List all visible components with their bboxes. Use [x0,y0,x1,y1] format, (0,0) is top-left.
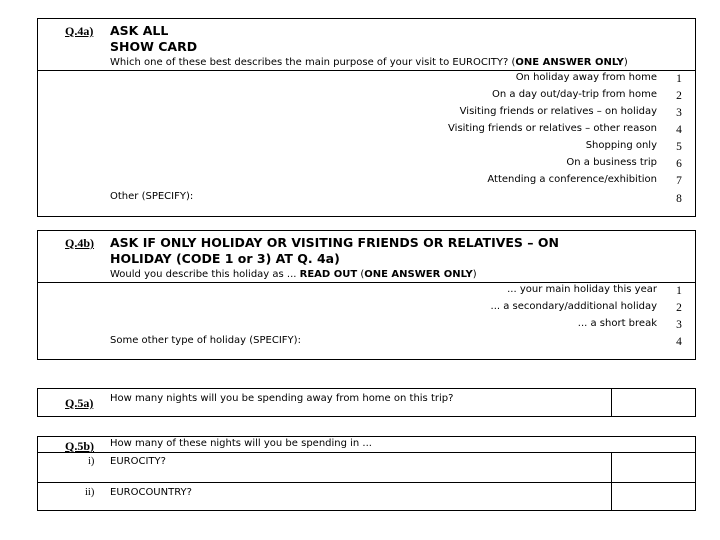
instruction-emphasis: ONE ANSWER ONLY [515,57,624,68]
question-number: Q.5b) [65,439,95,453]
q4a-box [37,18,696,217]
answer-code[interactable]: 4 [676,124,682,136]
answer-code[interactable]: 2 [676,90,682,102]
answer-option[interactable]: On a day out/day-trip from home [492,89,657,100]
answer-option[interactable]: Visiting friends or relatives – other reason [448,123,657,134]
answer-option[interactable]: Shopping only [585,140,657,151]
row-label: EUROCOUNTRY? [110,487,192,498]
answer-code[interactable]: 2 [676,302,682,314]
instruction-line: ASK IF ONLY HOLIDAY OR VISITING FRIENDS OR RELATIVES – ON [110,235,559,250]
eurocountry-answer-cell[interactable] [612,483,695,510]
other-specify-option[interactable]: Other (SPECIFY): [110,191,194,202]
question-heading [110,235,559,267]
answer-option[interactable]: Visiting friends or relatives – on holiday [459,106,657,117]
divider [38,452,695,453]
answer-code[interactable]: 3 [676,319,682,331]
answer-option[interactable]: ... your main holiday this year [507,284,657,295]
answer-option[interactable]: On holiday away from home [515,72,657,83]
answer-code[interactable]: 4 [676,336,682,348]
row-index: i) [88,456,95,467]
eurocity-answer-cell[interactable] [612,453,695,482]
q4b-box [37,230,696,360]
other-specify-option[interactable]: Some other type of holiday (SPECIFY): [110,335,301,346]
nights-answer-cell[interactable] [612,389,695,416]
question-text: How many of these nights will you be spending in ... [110,438,372,449]
question-heading [110,23,197,55]
answer-option[interactable]: ... a short break [577,318,657,329]
answer-code[interactable]: 1 [676,285,682,297]
row-index: ii) [85,487,95,498]
answer-option[interactable]: Attending a conference/exhibition [487,174,657,185]
question-number: Q.4b) [65,236,95,250]
question-text: How many nights will you be spending away from home on this trip? [110,393,454,404]
q5a-box [37,388,696,417]
divider [38,70,695,71]
instruction-line: SHOW CARD [110,39,198,54]
divider [38,482,695,483]
answer-code[interactable]: 1 [676,73,682,85]
instruction-line: HOLIDAY (CODE 1 or 3) AT Q. 4a) [110,251,340,266]
answer-code[interactable]: 7 [676,175,682,187]
answer-code[interactable]: 3 [676,107,682,119]
q5b-box [37,436,696,511]
answer-code[interactable]: 5 [676,141,682,153]
instruction-line: ASK ALL [110,23,169,38]
answer-option[interactable]: ... a secondary/additional holiday [490,301,657,312]
question-number: Q.5a) [65,396,94,410]
answer-code[interactable]: 8 [676,193,682,205]
row-label: EUROCITY? [110,456,166,467]
question-text: Would you describe this holiday as ... READ OUT (ONE ANSWER ONLY) [110,269,477,280]
divider [38,282,695,283]
instruction-emphasis: READ OUT [299,269,358,280]
answer-code[interactable]: 6 [676,158,682,170]
question-number: Q.4a) [65,24,94,38]
answer-option[interactable]: On a business trip [566,157,657,168]
instruction-emphasis: ONE ANSWER ONLY [364,269,473,280]
question-text: Which one of these best describes the main purpose of your visit to EUROCITY? (ONE ANSWER ONLY) [110,57,628,68]
